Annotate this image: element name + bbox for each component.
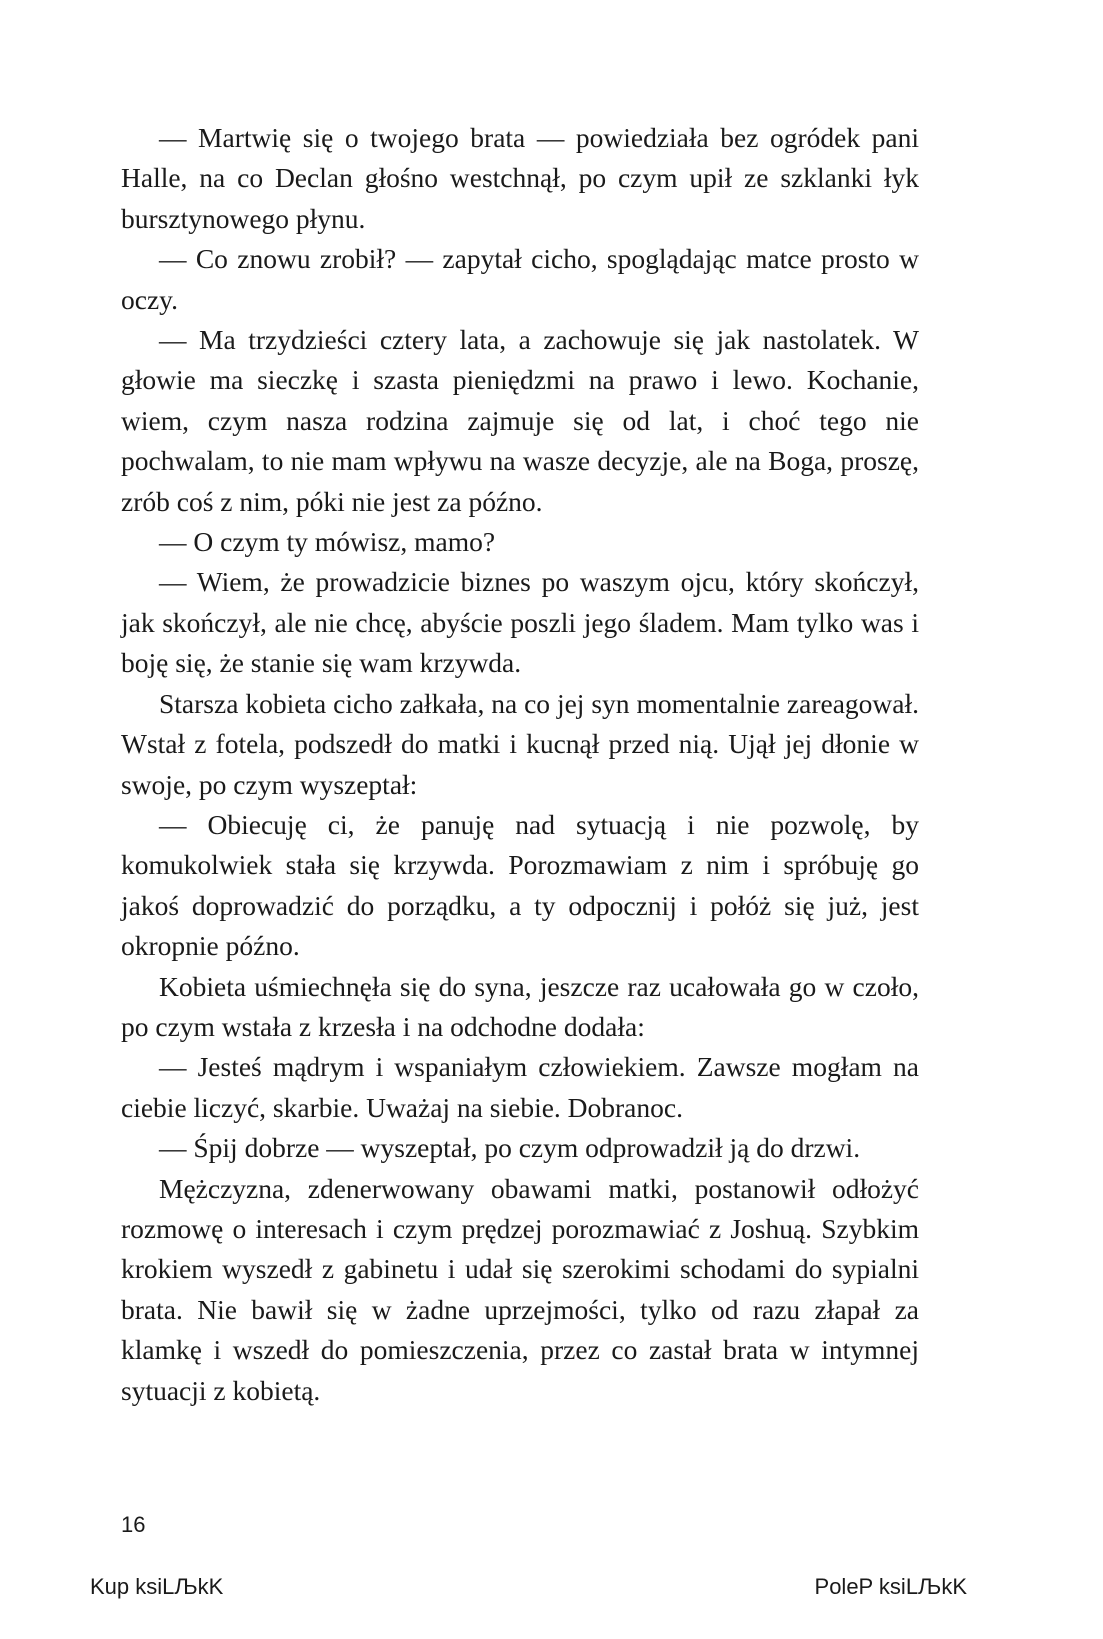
paragraph-4: — O czym ty mówisz, mamo?: [159, 526, 496, 558]
recommend-book-link[interactable]: PoleP ksiLЉkK: [814, 1574, 967, 1599]
page-body: [121, 118, 919, 1411]
paragraph-2: — Co znowu zrobił? — zapytał cicho, spoglądając matce prosto w oczy.: [121, 243, 919, 315]
paragraph-6: Starsza kobieta cicho załkała, na co jej syn momentalnie zareagował. Wstał z fotela, podszedł do matki i kucnął przed nią. Ujął jej dłonie w swoje, po czym wyszeptał:: [121, 687, 919, 800]
paragraph-7: — Obiecuję ci, że panuję nad sytuacją i nie pozwolę, by komukolwiek stała się krzywda. Porozmawiam z nim i spróbuję go jakoś doprowadzić do porządku, a ty odpocznij i połóż się już, jest okropnie późno.: [121, 808, 919, 962]
paragraph-5: — Wiem, że prowadzicie biznes po waszym ojcu, który skończył, jak skończył, ale nie chcę, abyście poszli jego śladem. Mam tylko was i boję się, że stanie się wam krzywda.: [121, 566, 919, 679]
paragraph-3: — Ma trzydzieści cztery lata, a zachowuje się jak nastolatek. W głowie ma sieczkę i szasta pieniędzmi na prawo i lewo. Kochanie, wiem, czym nasza rodzina zajmuje się od lat, i choć tego nie pochwalam, to nie mam wpływu na wasze decyzje, ale na Boga, proszę, zrób coś z nim, póki nie jest za późno.: [121, 324, 919, 517]
paragraph-11: Mężczyzna, zdenerwowany obawami matki, postanowił odłożyć rozmowę o interesach i czym prędzej porozmawiać z Joshuą. Szybkim krokiem wyszedł z gabinetu i udał się szerokimi schodami do sypialni brata. Nie bawił się w żadne uprzejmości, tylko od razu złapał za klamkę i wszedł do pomieszczenia, przez co zastał brata w intymnej sytuacji z kobietą.: [121, 1172, 919, 1406]
paragraph-10: — Śpij dobrze — wyszeptał, po czym odprowadził ją do drzwi.: [159, 1132, 861, 1164]
paragraph-1: — Martwię się o twojego brata — powiedziała bez ogródek pani Halle, na co Declan głośno westchnął, po czym upił ze szklanki łyk bursztynowego płynu.: [121, 122, 919, 234]
buy-book-link[interactable]: Kup ksiLЉkK: [90, 1574, 224, 1599]
paragraph-9: — Jesteś mądrym i wspaniałym człowiekiem. Zawsze mogłam na ciebie liczyć, skarbie. Uważaj na siebie. Dobranoc.: [121, 1051, 919, 1123]
page-number: 16: [121, 1512, 146, 1537]
paragraph-8: Kobieta uśmiechnęła się do syna, jeszcze raz ucałowała go w czoło, po czym wstała z krzesła i na odchodne dodała:: [121, 970, 919, 1042]
